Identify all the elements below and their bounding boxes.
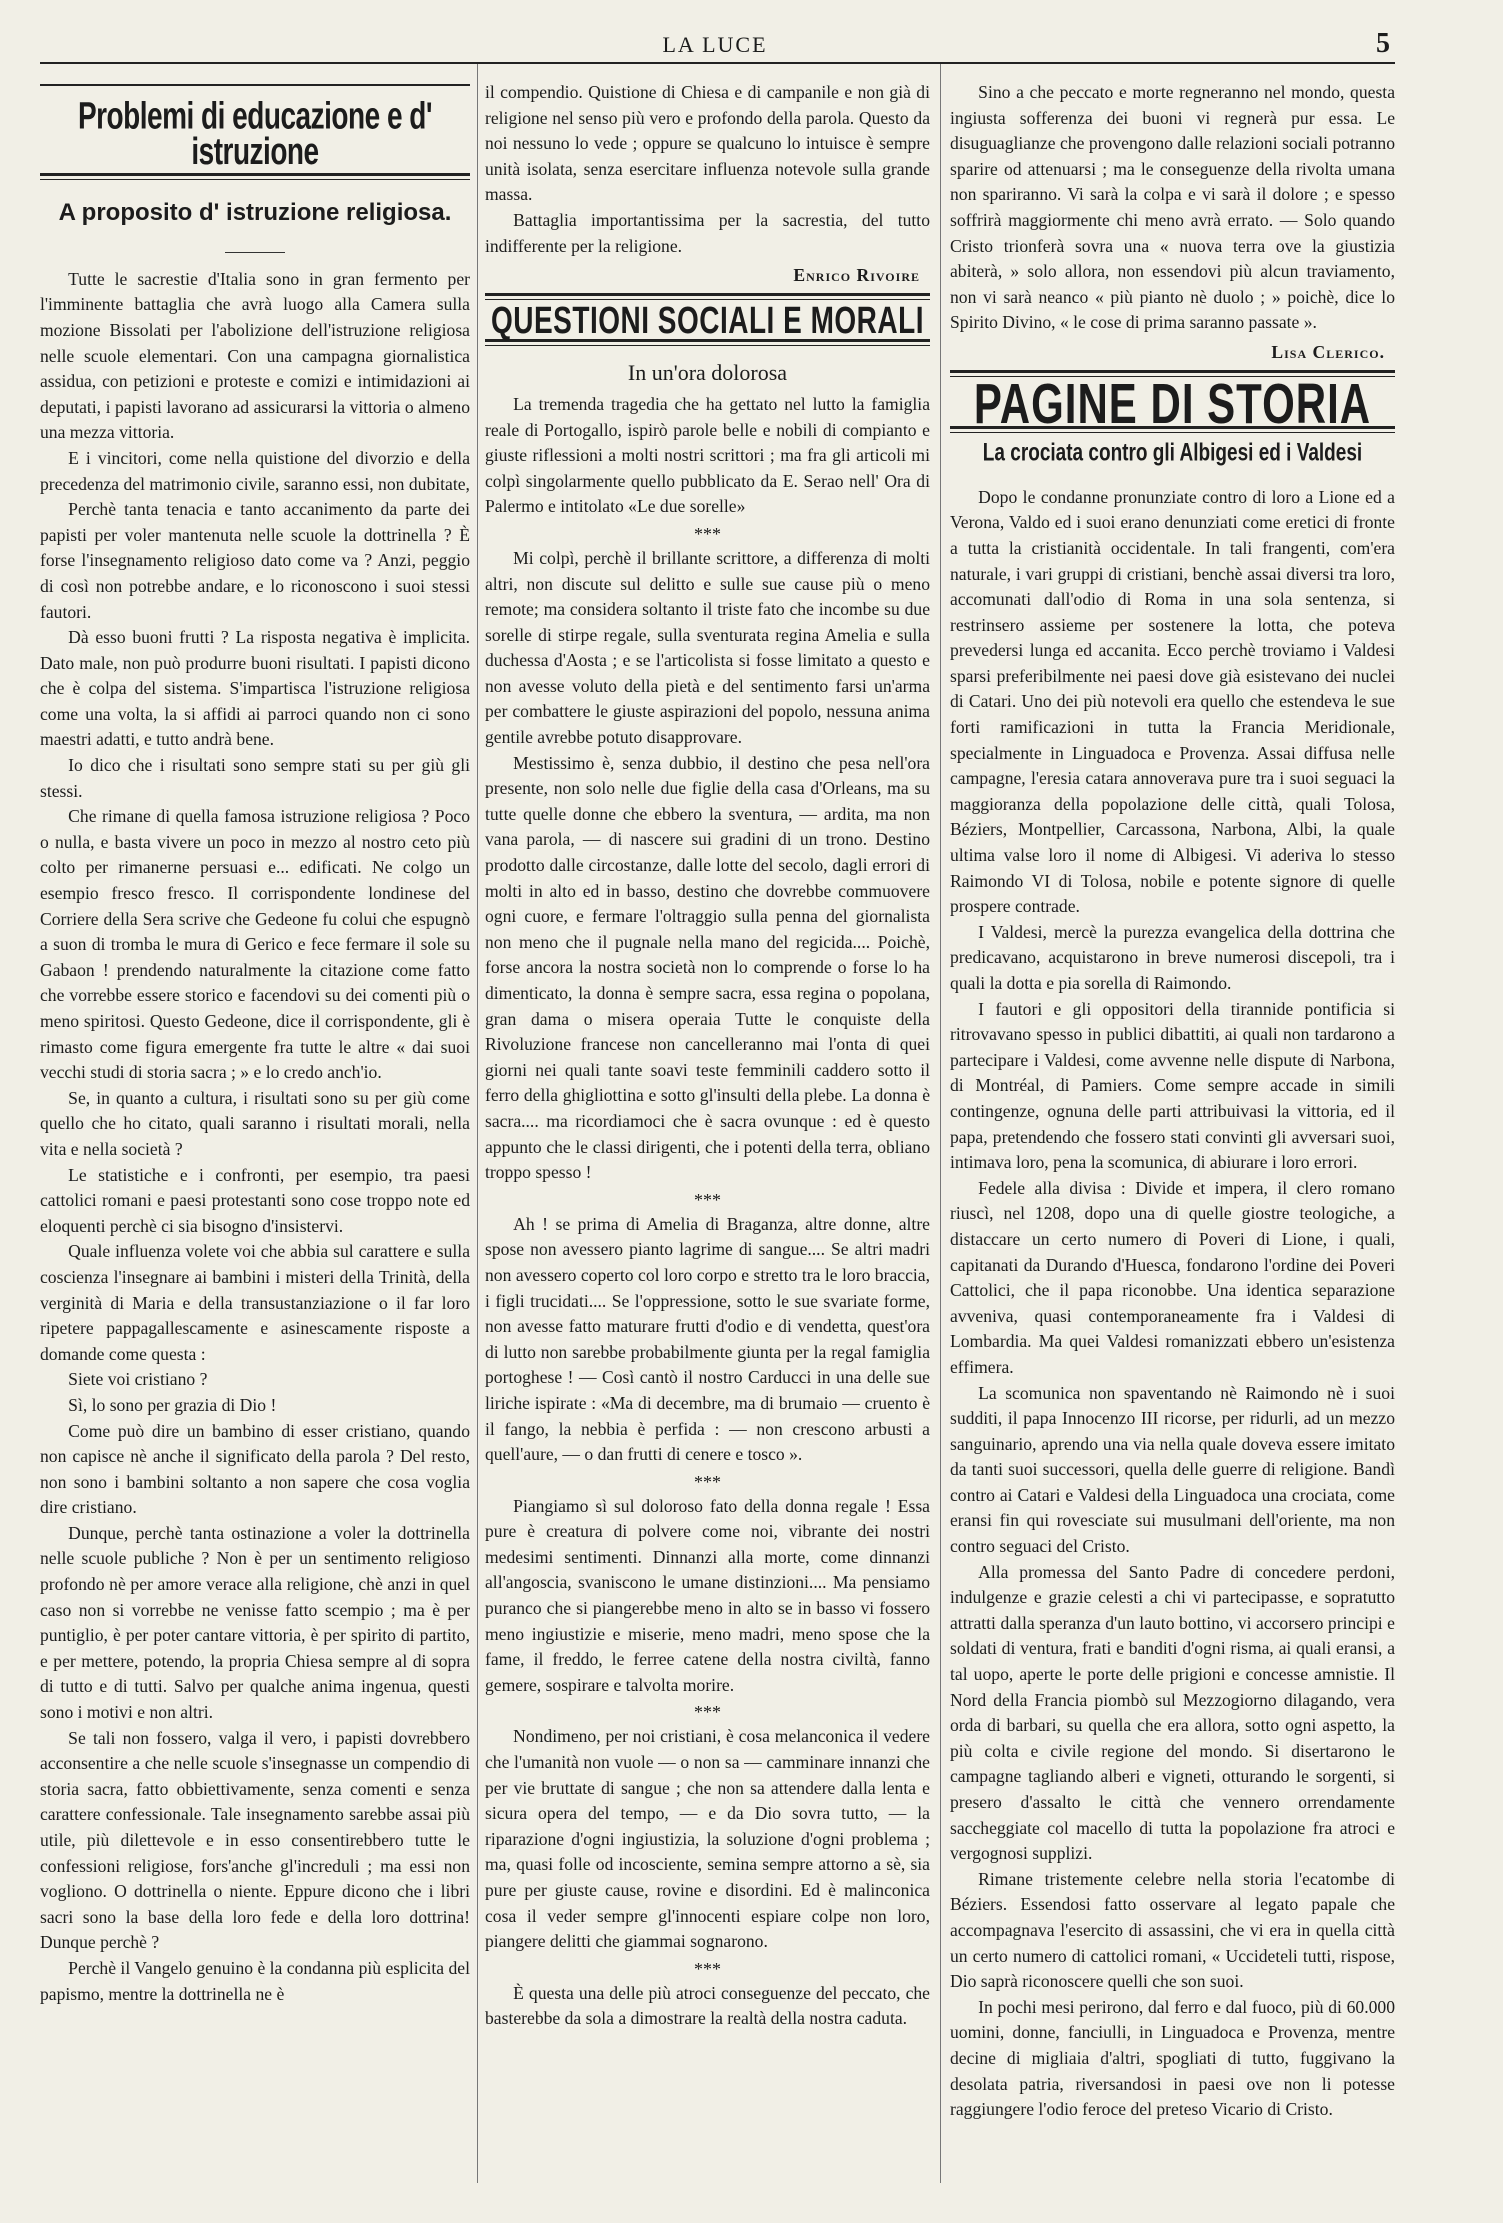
page-number: 5 — [1376, 28, 1390, 59]
article-title: La crociata contro gli Albigesi ed i Valdesi — [982, 439, 1363, 468]
column-middle — [485, 80, 930, 2183]
paragraph: Sì, lo sono per grazia di Dio ! — [68, 1394, 277, 1415]
paragraph: Io dico che i risultati sono sempre stati su per giù gli stessi. — [40, 755, 470, 801]
author-signature: Enrico Rivoire — [793, 265, 920, 286]
paragraph: Sino a che peccato e morte regneranno nel mondo, questa ingiusta sofferenza dei buoni vi regnerà pur essa. Le disuguaglianze che provengono dalle relazioni sociali potranno sparire od attenuarsi ; ma le conseguenze della rivolta umana non spariranno. Vi sarà la colpa e vi sarà il dolore ; e spesso soffrirà maggiormente chi meno avrà errato. — Solo quando Cristo trionferà sovra una « nuova terra ove la giustizia abiterà, » solo allora, non essendovi più alcun traviamento, non vi sarà neanco « più pianto nè duolo ; » poichè, dice lo Spirito Divino, « le cose di prima saranno passate ». — [950, 82, 1395, 333]
article-title: A proposito d' istruzione religiosa. — [58, 199, 452, 227]
column-left — [40, 80, 470, 2183]
header-rule — [40, 62, 1395, 64]
section-rule — [40, 173, 470, 180]
author-signature: Lisa Clerico. — [1271, 341, 1385, 362]
column-divider — [940, 64, 941, 2183]
paragraph: Perchè tanta tenacia e tanto accanimento da parte dei papisti per voler mantenuta nelle scuole la dottrinella ? È forse l'insegnamento religioso dato come va ? Anzi, peggio di così non potrebbe andare, e lo riconoscono i suoi stessi fautori. — [40, 499, 470, 622]
article-title: In un'ora dolorosa — [627, 360, 788, 386]
paragraph: Mi colpì, perchè il brillante scrittore, a differenza di molti altri, non discute sul delitto e sulle sue cause più o meno remote; ma considera soltanto il triste fato che incombe su due sorelle di stirpe regale, sulla sventurata regina Amelia e sulla duchessa d'Aosta ; e se l'articolista si fosse limitato a questo e non avesse voluto della pietà e del sentimento farsi un'arma per combattere le giuste aspirazioni del popolo, nessuna anima gentile avrebbe potuto disapprovare. — [485, 547, 930, 748]
paragraph: Se, in quanto a cultura, i risultati sono su per giù come quello che ho citato, quali saranno i risultati morali, nella vita e nella società ? — [40, 1087, 470, 1159]
article-body — [40, 267, 470, 2007]
paragraph: Siete voi cristiano ? — [68, 1369, 208, 1390]
asterism-separator: *** — [694, 1189, 721, 1210]
paragraph: I fautori e gli oppositori della tirannide pontificia si ritrovavano spesso in publici dibattiti, ai quali non tardarono a partecipare i Valdesi, come avvenne nelle dispute di Narbona, di Montréal, di Pamiers. Come sempre accade in simili contingenze, ognuna delle parti attribuivasi la vittoria, ed il papa, pretendendo che fossero stati convinti gli avversari suoi, intimava loro, pena la scomunica, di abiurare i loro errori. — [950, 998, 1395, 1173]
asterism-separator: *** — [694, 1958, 721, 1979]
paragraph: Mestissimo è, senza dubbio, il destino che pesa nell'ora presente, non solo nelle due figlie della casa d'Orleans, ma su tutte quelle donne che ebbero la sventura, — ardita, ma non vana parola, — di nascere sui gradini di un trono. Destino prodotto dalle circostanze, dalle lotte del secolo, dagli errori di molti in alto ed in basso, destino che dovrebbe commuovere ogni cuore, e fermare l'oltraggio sulla penna del giornalista non meno che il pugnale nella mano del regicida.... Poichè, forse ancora la nostra società non lo comprende o forse lo ha dimenticato, la donna è sempre sacra, essa regina o popolana, gran dama o misera operaia Tutte le conquiste della Rivoluzione francese non cancelleranno mai l'onta di quei giorni nei quali tante soavi teste femminili caddero sotto il ferro della ghigliottina e sotto gl'insulti della plebe. La donna è sacra.... ma ricordiamoci che è sacra ovunque : ed è questo appunto che le classi dirigenti, che i potenti della terra, obliano troppo spesso ! — [485, 752, 930, 1183]
paragraph: il compendio. Quistione di Chiesa e di campanile e non già di religione nel senso più vero e profondo della parola. Questo da noi nessuno lo vede ; oppure se qualcuno lo intuisce è sempre unità isolata, senza esercitare influenza notevole sulla grande massa. — [485, 82, 930, 205]
paragraph: Che rimane di quella famosa istruzione religiosa ? Poco o nulla, e basta vivere un poco in mezzo al nostro ceto più colto per rimanerne persuasi e... edificati. Ne colgo un esempio fresco fresco. Il corrispondente londinese del Corriere della Sera scrive che Gedeone fu colui che espugnò a suon di tromba le mura di Gerico e fece fermare il sole su Gabaon ! prendendo naturalmente la citazione come fatto che vorrebbe essere storico e facendovi su dei comenti più o meno spiritosi. Questo Gedeone, dice il corrispondente, gli è rimasto come figura emergente fra tutte le altre « dai suoi vecchi studi di storia sacra ; » e lo credo anch'io. — [40, 806, 470, 1083]
paragraph: La scomunica non spaventando nè Raimondo nè i suoi sudditi, il papa Innocenzo III ricorse, per ridurli, ad un mezzo sanguinario, aprendo una via nella quale doveva essere imitato da tanti suoi successori, quella delle guerre di religione. Bandì contro ai Catari e Valdesi della Linguadoca una crociata, come eransi fin qui rovesciate sui musulmani dell'oriente, ma non contro seguaci del Cristo. — [950, 1382, 1395, 1557]
paragraph: Tutte le sacrestie d'Italia sono in gran fermento per l'imminente battaglia che avrà luogo alla Camera sulla mozione Bissolati per l'abolizione dell'istruzione religiosa nelle scuole elementari. Con una campagna giornalistica assidua, con petizioni e proteste e comizi e intimidazioni ai deputati, i papisti lavorano ad assicurarsi la vittoria o almeno una mezza vittoria. — [40, 268, 470, 443]
paragraph: Battaglia importantissima per la sacrestia, del tutto indifferente per la religione. — [485, 209, 930, 256]
section-title: PAGINE DI STORIA — [973, 371, 1372, 435]
paragraph: Fedele alla divisa : Divide et impera, il clero romano riuscì, nel 1208, dopo una di quelle giostre teologiche, a distaccare un certo numero di Poveri di Lione, i quali, capitanati da Durando d'Huesca, fondarono l'ordine dei Poveri Cattolici, che il papa riconobbe. Una identica separazione avveniva, quasi contemporaneamente fra i Valdesi di Lombardia. Ma quei Valdesi romanizzati ebbero un'esistenza effimera. — [950, 1177, 1395, 1377]
paragraph: Perchè il Vangelo genuino è la condanna più esplicita del papismo, mentre la dottrinella ne è — [40, 1957, 470, 2004]
paragraph: In pochi mesi perirono, dal ferro e dal fuoco, più di 60.000 uomini, donne, fanciulli, in Linguadoca e Provenza, mentre decine di migliaia d'altri, spogliati di tutto, fuggivano la desolata patria, riversandosi in paesi ove non li potesse raggiungere l'odio feroce del preteso Vicario di Cristo. — [950, 1996, 1395, 2120]
paragraph: È questa una delle più atroci conseguenze del peccato, che basterebbe da sola a dimostrare la realtà della nostra caduta. — [485, 1982, 930, 2029]
asterism-separator: *** — [694, 1471, 721, 1492]
paragraph: Dopo le condanne pronunziate contro di loro a Lione ed a Verona, Valdo ed i suoi erano denunziati come eretici di fronte a tutta la cristianità occidentale. In tali frangenti, com'era naturale, i vari gruppi di cristiani, benchè assai diversi tra loro, accomunati dall'odio di Roma in una sola sentenza, si restrinsero assieme per sostenere la lotta, che poteva prevedersi lunga ed accanita. Ecco perchè troviamo i Valdesi sparsi preferibilmente nei paesi dove già esistevano dei nuclei di Catari. Uno dei più notevoli era quello che estendeva le sue forti ramificazioni in tutta la Francia Meridionale, specialmente in Linguadoca e Provenza. Assai diffusa nelle campagne, l'eresia catara annoverava pure tra i suoi seguaci la maggioranza della popolazione delle città, quali Tolosa, Béziers, Montpellier, Carcassona, Narbona, Albi, la quale ultima valse loro il nome di Albigesi. Vi aderiva lo stesso Raimondo VI di Tolosa, nobile e potente signore di quelle prospere contrade. — [950, 486, 1395, 917]
title-rule — [225, 252, 285, 253]
paragraph: Dà esso buoni frutti ? La risposta negativa è implicita. Dato male, non può produrre buoni risultati. I papisti dicono che è colpa del sistema. S'impartisca l'istruzione religiosa come una volta, la si affidi ai parroci quando non ci sono maestri adatti, e tutto andrà bene. — [40, 627, 470, 750]
paragraph: Piangiamo sì sul doloroso fato della donna regale ! Essa pure è creatura di polvere come noi, vibrante dei nostri medesimi sentimenti. Dinnanzi alla morte, come dinnanzi all'angoscia, svaniscono le umane distinzioni.... Ma pensiamo puranco che si piangerebbe meno in alto se in basso vi fossero meno ingiustizie e miserie, meno madri, meno spose che la fame, il freddo, le ferree catene della nostra civiltà, fanno gemere, sospirare e talvolta morire. — [485, 1495, 930, 1695]
section-rule — [40, 84, 470, 86]
asterism-separator: *** — [694, 523, 721, 544]
column-right — [950, 80, 1395, 2183]
paragraph: Dunque, perchè tanta ostinazione a voler la dottrinella nelle scuole publiche ? Non è per un sentimento religioso profondo nè per amore verace alla religione, chè anzi in quel caso non si vorrebbe ne venisse fatto scempio ; ma è per puntiglio, è per poter cantare vittoria, è per spirito di partito, e per mettere, potendo, la propria Chiesa sempre al di sopra di tutto e di tutti. Salvo per qualche anima ingenua, questi sono i motivi e non altri. — [40, 1522, 470, 1723]
column-divider — [477, 64, 478, 2183]
paragraph: Se tali non fossero, valga il vero, i papisti dovrebbero acconsentire a che nelle scuole s'insegnasse un compendio di storia sacra, fatto obbiettivamente, senza comenti e senza carattere confessionale. Tale insegnamento sarebbe assai più utile, più dilettevole e in esso consentirebbero tutte le confessioni religiose, fors'anche gl'increduli ; ma essi non vogliono. O dottrinella o niente. Eppure dicono che i libri sacri sono la base della loro fede e della loro dottrina! Dunque perchè ? — [40, 1727, 470, 1953]
paragraph: E i vincitori, come nella quistione del divorzio e della precedenza del matrimonio civile, saranno essi, non dubitate, — [40, 447, 470, 494]
page-header — [40, 28, 1390, 64]
paragraph: Nondimeno, per noi cristiani, è cosa melanconica il vedere che l'umanità non vuole — o non sa — camminare innanzi che per vie bruttate di sangue ; che non sa attendere dalla lenta e sicura opera del tempo, — e da Dio sovra tutto, — la riparazione d'ogni ingiustizia, la soluzione d'ogni problema ; ma, quasi folle od incosciente, semina sempre attorno a sè, sia pure per giuste cause, rovine e disordini. Ed è malinconica cosa il veder sempre gl'innocenti espiare colpe non loro, piangere delitti che giammai sognarono. — [485, 1726, 930, 1952]
paragraph: Rimane tristemente celebre nella storia l'ecatombe di Béziers. Essendosi fatto osservare al legato papale che accompagnava l'esercito di assassini, che vi era in quella città un certo numero di cattolici romani, « Uccideteli tutti, rispose, Dio saprà riconoscere quelli che son suoi. — [950, 1868, 1395, 1992]
section-title: Problemi di educazione e d' istruzione — [77, 94, 433, 172]
paragraph: Quale influenza volete voi che abbia sul carattere e sulla coscienza l'insegnare ai bambini i misteri della Trinità, della verginità di Maria e della transustanziazione o il far loro ripetere pappagallescamente e asinescamente risposte a domande come questa : — [40, 1241, 470, 1364]
paragraph: La tremenda tragedia che ha gettato nel lutto la famiglia reale di Portogallo, ispirò parole belle e nobili di compianto e giuste riflessioni a molti nostri scrittori ; ma fra gli articoli mi colpì singolarmente quello pubblicato da E. Serao nell' Ora di Palermo e intitolato «Le due sorelle» — [485, 393, 930, 517]
paragraph: Come può dire un bambino di esser cristiano, quando non capisce nè anche il significato della parola ? Del resto, non sono i bambini soltanto a non sapere che cosa voglia dire cristiano. — [40, 1420, 470, 1518]
paragraph: Alla promessa del Santo Padre di concedere perdoni, indulgenze e grazie celesti a chi vi partecipasse, e sopratutto attratti dalla speranza d'un lauto bottino, vi accorsero principi e soldati di ventura, frati e banditi d'ogni risma, ai quali eransi, a tal uopo, aperte le porte delle prigioni e concesse amnistie. Il Nord della Francia piombò sul Mezzogiorno dilagando, vera orda di barbari, su quella che era allora, sotto ogni aspetto, la più colta e civile regione del mondo. Si disertarono le campagne tagliando alberi e vigneti, otturando le sorgenti, si presero d'assalto le città che vennero orrendamente saccheggiate col macello di tutta la popolazione fra atroci e vergognosi supplizi. — [950, 1561, 1395, 1864]
paragraph: I Valdesi, mercè la purezza evangelica della dottrina che predicavano, acquistarono in breve numerosi discepoli, tra i quali la dotta e pia sorella di Raimondo. — [950, 921, 1395, 993]
section-title: QUESTIONI SOCIALI E MORALI — [490, 299, 924, 342]
newspaper-title: LA LUCE — [662, 32, 768, 57]
asterism-separator: *** — [694, 1702, 721, 1723]
paragraph: Ah ! se prima di Amelia di Braganza, altre donne, altre spose non avessero pianto lagrime di sangue.... Se altri madri non avessero coperto col loro corpo e stretto tra le loro braccia, i figli trucidati.... Se l'oppressione, sotto le sue svariate forme, non avesse fatto maturare frutti d'odio e di vendetta, quest'ora di lutto non sarebbe probabilmente giunta per la regal famiglia portoghese ! — Così cantò il nostro Carducci in una delle sue liriche ispirate : «Ma di decembre, ma di brumaio — cruento è il fango, la nebbia è perfida : — non crescono arbusti a quell'aure, — o dan frutti di cenere e tosco ». — [485, 1213, 930, 1465]
paragraph: Le statistiche e i confronti, per esempio, tra paesi cattolici romani e paesi protestanti sono cose troppo note ed eloquenti perchè ci sia bisogno d'insistervi. — [40, 1164, 470, 1236]
